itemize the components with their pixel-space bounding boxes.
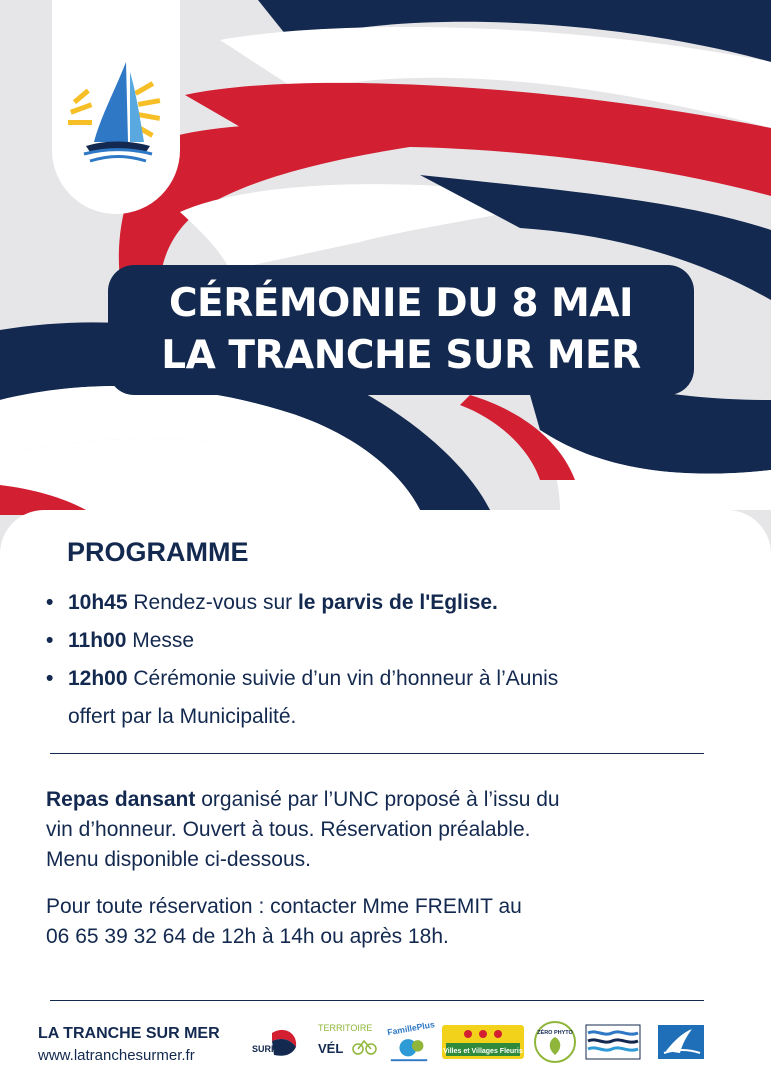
villes-label: Villes et Villages Fleuris — [443, 1048, 523, 1055]
reservation-line-2: 06 65 39 32 64 de 12h à 14h ou après 18h. — [46, 925, 449, 948]
item-time: 10h45 — [68, 591, 128, 614]
item-text: Messe — [126, 629, 195, 652]
territoire-label: TERRITOIRE — [318, 1023, 373, 1033]
zero-phyto-badge-icon — [532, 1019, 578, 1065]
bullet-icon: • — [46, 591, 54, 614]
reservation-line-1: Pour toute réservation : contacter Mme FREMIT au — [46, 895, 522, 918]
footer-brand — [38, 1023, 220, 1067]
title-line-2: LA TRANCHE SUR MER — [161, 333, 641, 378]
item-text-continued: offert par la Municipalité. — [68, 705, 297, 728]
item-time: 12h00 — [68, 667, 128, 690]
surf-label: SURF — [252, 1044, 277, 1054]
sailboat-logo-icon — [66, 58, 166, 168]
item-text: Rendez-vous sur — [127, 591, 298, 614]
zero-label: ZÉRO PHYTO — [537, 1030, 573, 1036]
territoire-velo-badge-icon — [316, 1019, 378, 1065]
programme-list — [46, 584, 706, 736]
title-line-1: CÉRÉMONIE DU 8 MAI — [168, 281, 634, 326]
bullet-icon: • — [46, 667, 54, 690]
programme-heading: PROGRAMME — [67, 537, 249, 567]
repas-line-3: Menu disponible ci-dessous. — [46, 848, 311, 871]
velo-label: VÉL — [318, 1041, 344, 1056]
pavillon-bleu-badge-icon — [656, 1019, 708, 1065]
logo-tab — [52, 0, 180, 214]
repas-paragraph — [46, 785, 716, 875]
item-time: 11h00 — [68, 629, 127, 652]
list-item — [46, 584, 706, 622]
famille-label: FamillePlus — [386, 1019, 436, 1038]
divider — [50, 753, 704, 754]
repas-line-1: organisé par l’UNC proposé à l’issu du — [195, 788, 560, 811]
list-item — [46, 660, 706, 736]
qualite-eaux-badge-icon — [584, 1019, 642, 1065]
bullet-icon: • — [46, 629, 54, 652]
divider — [50, 1000, 704, 1001]
item-text: Cérémonie suivie d’un vin d’honneur à l’Aunis — [127, 667, 559, 690]
item-bold: le parvis de l'Eglise. — [297, 591, 498, 614]
famille-plus-badge-icon — [384, 1019, 436, 1065]
title-box — [108, 265, 694, 395]
reservation-paragraph — [46, 892, 716, 952]
repas-bold: Repas dansant — [46, 788, 196, 811]
list-item — [46, 622, 706, 660]
footer-url[interactable]: www.latranchesurmer.fr — [38, 1047, 195, 1064]
repas-line-2: vin d’honneur. Ouvert à tous. Réservation préalable. — [46, 818, 531, 841]
surf-badge-icon — [250, 1019, 300, 1065]
villes-fleuris-badge-icon — [440, 1019, 526, 1065]
footer-name: LA TRANCHE SUR MER — [38, 1025, 220, 1042]
